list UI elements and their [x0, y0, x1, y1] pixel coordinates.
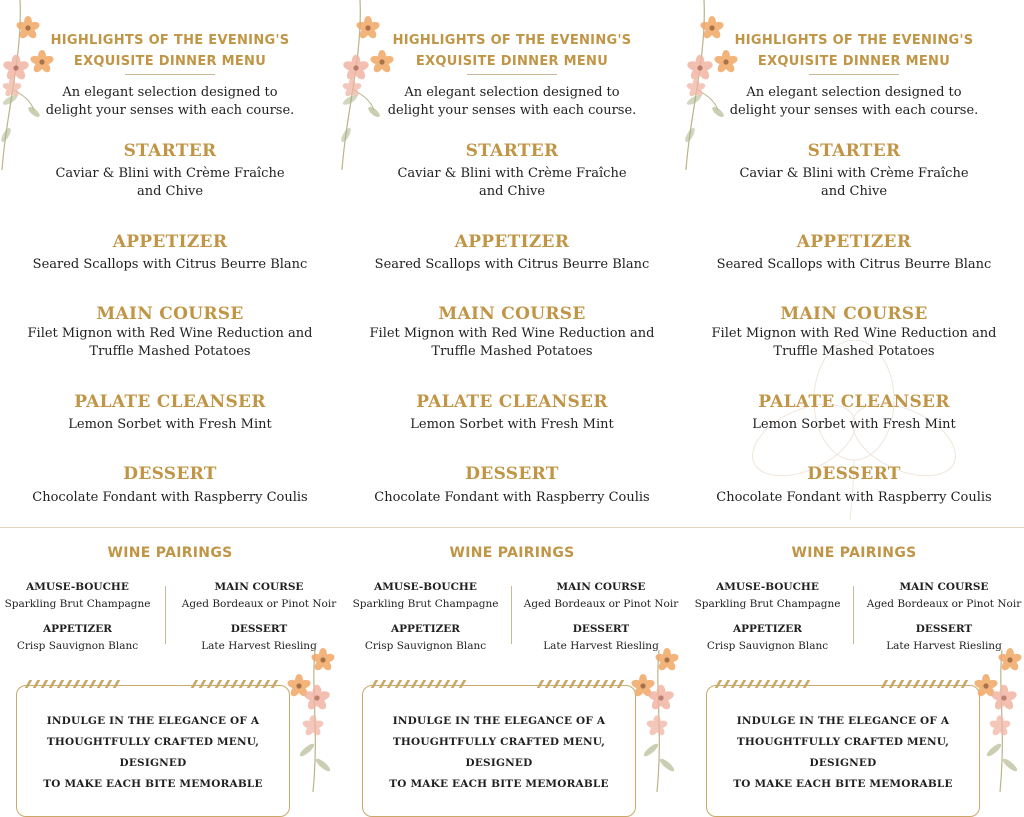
course-dish-dessert: Chocolate Fondant with Raspberry Coulis [32, 490, 308, 505]
dish-line: Filet Mignon with Red Wine Reduction and [27, 326, 313, 341]
floral-sprig-icon [285, 640, 340, 792]
wine-divider [853, 586, 854, 644]
course-title-starter: STARTER [123, 141, 217, 161]
wine-value: Crisp Sauvignon Blanc [16, 640, 139, 652]
course-title-palate-cleanser: PALATE CLEANSER [74, 392, 266, 412]
intro-line: delight your senses with each course. [387, 103, 637, 118]
wine-divider [511, 586, 512, 644]
wine-value: Aged Bordeaux or Pinot Noir [181, 598, 337, 610]
dish-line: Truffle Mashed Potatoes [89, 344, 251, 359]
menu-heading-line: EXQUISITE DINNER MENU [415, 54, 609, 69]
menu-intro [340, 84, 684, 120]
closing-note [17, 711, 289, 795]
closing-line: TO MAKE EACH BITE MEMORABLE [389, 778, 609, 790]
closing-note-box [16, 685, 290, 817]
wine-label: DESSERT [230, 623, 288, 635]
wine-label: APPETIZER [390, 623, 461, 635]
wine-appetizer [348, 622, 503, 653]
closing-line: INDULGE IN THE ELEGANCE OF A [392, 715, 606, 727]
box-stitch-icon [193, 680, 276, 690]
menu-column [340, 0, 684, 792]
course-dish-main [340, 325, 684, 361]
course-title-main: MAIN COURSE [438, 304, 586, 324]
wine-label: DESSERT [915, 623, 973, 635]
course-title-starter: STARTER [465, 141, 559, 161]
wine-pairings-title: WINE PAIRINGS [449, 545, 575, 561]
dish-line: Filet Mignon with Red Wine Reduction and [711, 326, 997, 341]
menu-heading [684, 30, 1024, 72]
heading-underline [467, 74, 557, 75]
closing-line: THOUGHTFULLY CRAFTED MENU, DESIGNED [392, 736, 606, 769]
wine-amuse-bouche [690, 580, 845, 611]
closing-line: THOUGHTFULLY CRAFTED MENU, DESIGNED [736, 736, 950, 769]
wine-pairings-title: WINE PAIRINGS [107, 545, 233, 561]
wine-amuse-bouche [348, 580, 503, 611]
wine-value: Sparkling Brut Champagne [4, 598, 151, 610]
dish-line: Caviar & Blini with Crème Fraîche [739, 166, 969, 181]
closing-note-box [706, 685, 980, 817]
course-dish-palate-cleanser: Lemon Sorbet with Fresh Mint [410, 417, 614, 432]
closing-line: TO MAKE EACH BITE MEMORABLE [733, 778, 953, 790]
wine-value: Late Harvest Riesling [886, 640, 1002, 652]
dish-line: and Chive [820, 184, 888, 199]
heading-underline [125, 74, 215, 75]
course-title-palate-cleanser: PALATE CLEANSER [416, 392, 608, 412]
wine-value: Aged Bordeaux or Pinot Noir [523, 598, 679, 610]
wine-value: Late Harvest Riesling [543, 640, 659, 652]
course-dish-starter [0, 165, 340, 201]
wine-label: MAIN COURSE [214, 581, 304, 593]
box-stitch-icon [373, 680, 464, 690]
wine-label: APPETIZER [732, 623, 803, 635]
intro-line: An elegant selection designed to [746, 85, 962, 100]
wine-amuse-bouche [0, 580, 155, 611]
wine-main-course [520, 580, 682, 611]
course-dish-main [0, 325, 340, 361]
course-dish-appetizer: Seared Scallops with Citrus Beurre Blanc [32, 257, 308, 272]
menu-heading-line: EXQUISITE DINNER MENU [73, 54, 267, 69]
menu-column [684, 0, 1024, 792]
closing-line: TO MAKE EACH BITE MEMORABLE [43, 778, 263, 790]
wine-value: Late Harvest Riesling [201, 640, 317, 652]
box-stitch-icon [539, 680, 622, 690]
intro-line: An elegant selection designed to [404, 85, 620, 100]
section-divider [0, 527, 1024, 528]
closing-note [707, 711, 979, 795]
closing-line: THOUGHTFULLY CRAFTED MENU, DESIGNED [46, 736, 260, 769]
dish-line: Caviar & Blini with Crème Fraîche [397, 166, 627, 181]
wine-value: Crisp Sauvignon Blanc [364, 640, 487, 652]
wine-value: Sparkling Brut Champagne [694, 598, 841, 610]
box-stitch-icon [883, 680, 966, 690]
dish-line: Filet Mignon with Red Wine Reduction and [369, 326, 655, 341]
box-stitch-icon [27, 680, 118, 690]
intro-line: delight your senses with each course. [729, 103, 979, 118]
floral-sprig-icon [974, 640, 1024, 792]
menu-heading [340, 30, 684, 72]
course-dish-appetizer: Seared Scallops with Citrus Beurre Blanc [374, 257, 650, 272]
closing-note [363, 711, 635, 795]
course-title-palate-cleanser: PALATE CLEANSER [758, 392, 950, 412]
wine-appetizer [690, 622, 845, 653]
wine-label: AMUSE-BOUCHE [26, 581, 129, 593]
course-dish-starter [684, 165, 1024, 201]
course-title-main: MAIN COURSE [96, 304, 244, 324]
course-dish-palate-cleanser: Lemon Sorbet with Fresh Mint [68, 417, 272, 432]
wine-pairings-title: WINE PAIRINGS [791, 545, 917, 561]
menu-heading-line: HIGHLIGHTS OF THE EVENING'S [50, 33, 290, 48]
course-title-starter: STARTER [807, 141, 901, 161]
wine-value: Crisp Sauvignon Blanc [706, 640, 829, 652]
wine-label: DESSERT [572, 623, 630, 635]
dish-line: Truffle Mashed Potatoes [773, 344, 935, 359]
wine-value: Sparkling Brut Champagne [352, 598, 499, 610]
wine-value: Aged Bordeaux or Pinot Noir [866, 598, 1022, 610]
closing-note-box [362, 685, 636, 817]
course-title-appetizer: APPETIZER [112, 232, 228, 252]
wine-appetizer [0, 622, 155, 653]
course-dish-appetizer: Seared Scallops with Citrus Beurre Blanc [716, 257, 992, 272]
course-dish-dessert: Chocolate Fondant with Raspberry Coulis [374, 490, 650, 505]
course-dish-palate-cleanser: Lemon Sorbet with Fresh Mint [752, 417, 956, 432]
course-title-dessert: DESSERT [465, 464, 559, 484]
course-title-dessert: DESSERT [123, 464, 217, 484]
closing-line: INDULGE IN THE ELEGANCE OF A [736, 715, 950, 727]
wine-divider [165, 586, 166, 644]
dish-line: and Chive [478, 184, 546, 199]
menu-heading [0, 30, 340, 72]
menu-intro [0, 84, 340, 120]
intro-line: An elegant selection designed to [62, 85, 278, 100]
wine-label: APPETIZER [42, 623, 113, 635]
course-title-appetizer: APPETIZER [454, 232, 570, 252]
course-title-dessert: DESSERT [807, 464, 901, 484]
intro-line: delight your senses with each course. [45, 103, 295, 118]
wine-label: AMUSE-BOUCHE [716, 581, 819, 593]
dish-line: Caviar & Blini with Crème Fraîche [55, 166, 285, 181]
menu-column [0, 0, 340, 792]
dish-line: Truffle Mashed Potatoes [431, 344, 593, 359]
floral-sprig-icon [629, 640, 684, 792]
course-dish-main [684, 325, 1024, 361]
closing-line: INDULGE IN THE ELEGANCE OF A [46, 715, 260, 727]
wine-label: MAIN COURSE [899, 581, 989, 593]
menu-heading-line: HIGHLIGHTS OF THE EVENING'S [392, 33, 632, 48]
wine-main-course [864, 580, 1024, 611]
course-dish-dessert: Chocolate Fondant with Raspberry Coulis [716, 490, 992, 505]
menu-intro [684, 84, 1024, 120]
wine-label: AMUSE-BOUCHE [374, 581, 477, 593]
course-title-main: MAIN COURSE [780, 304, 928, 324]
dish-line: and Chive [136, 184, 204, 199]
box-stitch-icon [717, 680, 808, 690]
course-title-appetizer: APPETIZER [796, 232, 912, 252]
menu-heading-line: EXQUISITE DINNER MENU [757, 54, 951, 69]
heading-underline [809, 74, 899, 75]
course-dish-starter [340, 165, 684, 201]
menu-heading-line: HIGHLIGHTS OF THE EVENING'S [734, 33, 974, 48]
wine-main-course [178, 580, 340, 611]
wine-label: MAIN COURSE [556, 581, 646, 593]
